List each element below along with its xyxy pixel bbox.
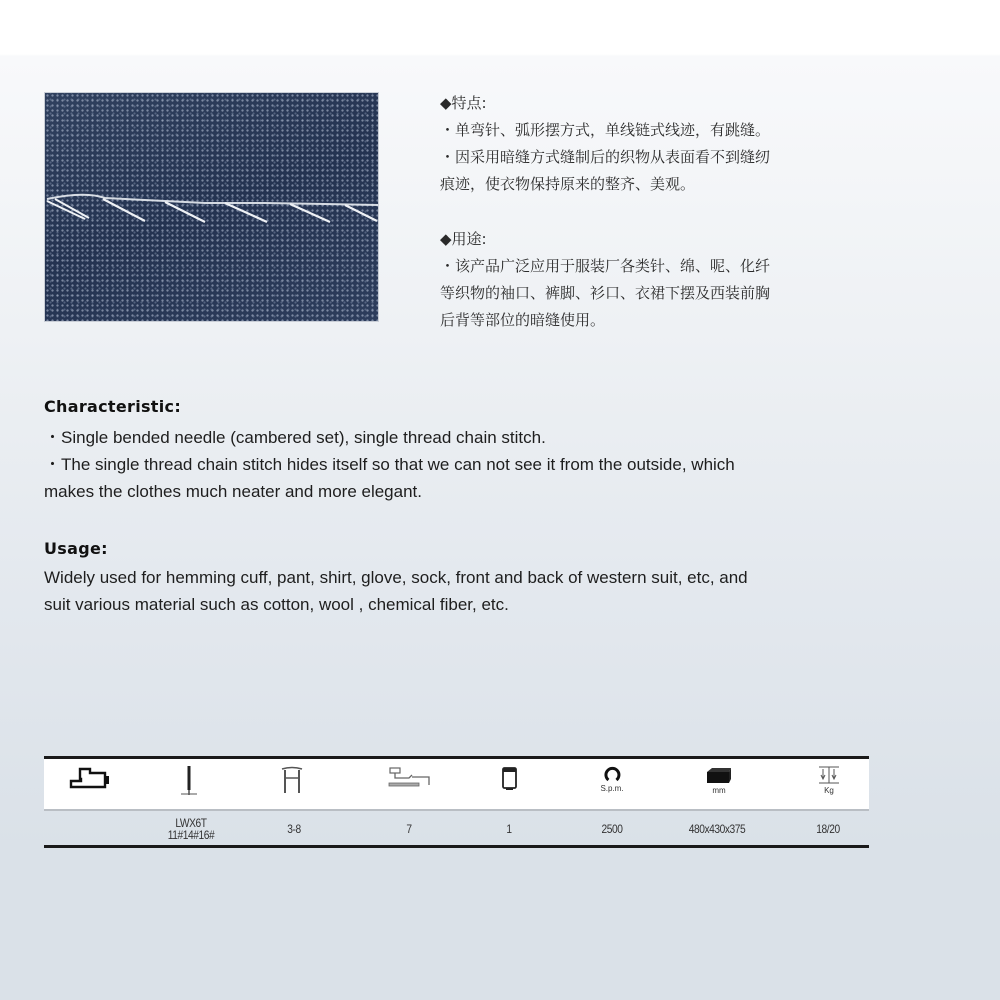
spec-icon-cell — [500, 765, 520, 807]
stitch-sample-photo — [44, 92, 379, 322]
chinese-usage-line: 后背等部位的暗缝使用。 — [440, 311, 606, 329]
spec-icon-cell — [280, 765, 304, 807]
spec-icon-cell — [704, 765, 734, 807]
speed-icon — [602, 765, 622, 783]
stitch-length-value: 3-8 — [287, 821, 301, 836]
weight-icon — [817, 765, 841, 785]
weight-value: 18/20 — [816, 821, 840, 836]
chinese-usage-section — [440, 226, 880, 334]
spec-value-cell — [168, 811, 214, 846]
spec-icon-cell — [817, 765, 841, 807]
chinese-usage-line: 等织物的袖口、裤脚、衫口、衣裙下摆及西装前胸 — [440, 284, 771, 302]
spec-icon-cell — [600, 765, 623, 807]
size-unit-label: mm — [712, 786, 726, 795]
chinese-features-heading: ◆特点: — [440, 94, 487, 112]
weight-unit-label: Kg — [824, 786, 834, 795]
speed-unit-label: S.p.m. — [600, 784, 624, 793]
chinese-usage-heading: ◆用途: — [440, 230, 487, 248]
characteristic-line: makes the clothes much neater and more elegant. — [44, 482, 422, 501]
spec-value-cell — [689, 811, 746, 846]
characteristic-heading: Characteristic: — [44, 397, 182, 416]
spec-value-cell — [406, 811, 411, 846]
spec-value-cell — [816, 811, 839, 846]
presser-foot-lift-icon — [387, 765, 433, 791]
chinese-features-line: ・单弯针、弧形摆方式，单线链式线迹，有跳缝。 — [440, 121, 771, 139]
chinese-features-line: ・因采用暗缝方式缝制后的织物从表面看不到缝纫 — [440, 148, 771, 166]
usage-heading: Usage: — [44, 539, 108, 558]
spec-value-cell — [287, 811, 300, 846]
package-size-icon — [704, 765, 734, 785]
spec-icon-row — [44, 759, 869, 809]
usage-line: suit various material such as cotton, wool , chemical fiber, etc. — [44, 595, 509, 614]
characteristic-text — [44, 424, 884, 505]
speed-value: 2500 — [601, 821, 623, 836]
spec-value-row — [44, 811, 869, 846]
chain-stitch-thread-graphic — [45, 93, 378, 321]
package-size-value: 480x430x375 — [688, 821, 746, 836]
spec-value-cell — [602, 811, 623, 846]
machine-bed-icon — [69, 765, 111, 791]
table-bottom-rule — [44, 845, 869, 848]
needle-system-value: LWX6T — [175, 815, 207, 830]
needle-size-value: 11#14#16# — [167, 827, 215, 842]
spec-value-cell — [506, 811, 511, 846]
characteristic-line: ・Single bended needle (cambered set), single thread chain stitch. — [44, 428, 546, 447]
bobbin-value: 1 — [506, 821, 512, 836]
spec-table — [44, 756, 869, 848]
stitch-length-icon — [280, 765, 304, 797]
chinese-features-line: 痕迹，使衣物保持原来的整齐、美观。 — [440, 175, 696, 193]
spec-icon-cell — [178, 765, 200, 807]
characteristic-line: ・The single thread chain stitch hides itself so that we can not see it from the outside, which — [44, 455, 735, 474]
chinese-usage-line: ・该产品广泛应用于服装厂各类针、绵、呢、化纤 — [440, 257, 771, 275]
presser-foot-lift-value: 7 — [406, 821, 412, 836]
spec-icon-cell — [387, 765, 433, 807]
usage-text — [44, 564, 884, 618]
needle-icon — [178, 765, 200, 799]
chinese-features-section — [440, 90, 880, 198]
spec-icon-cell — [69, 765, 111, 807]
bobbin-icon — [500, 765, 520, 793]
usage-line: Widely used for hemming cuff, pant, shirt, glove, sock, front and back of western suit, etc, and — [44, 568, 748, 587]
